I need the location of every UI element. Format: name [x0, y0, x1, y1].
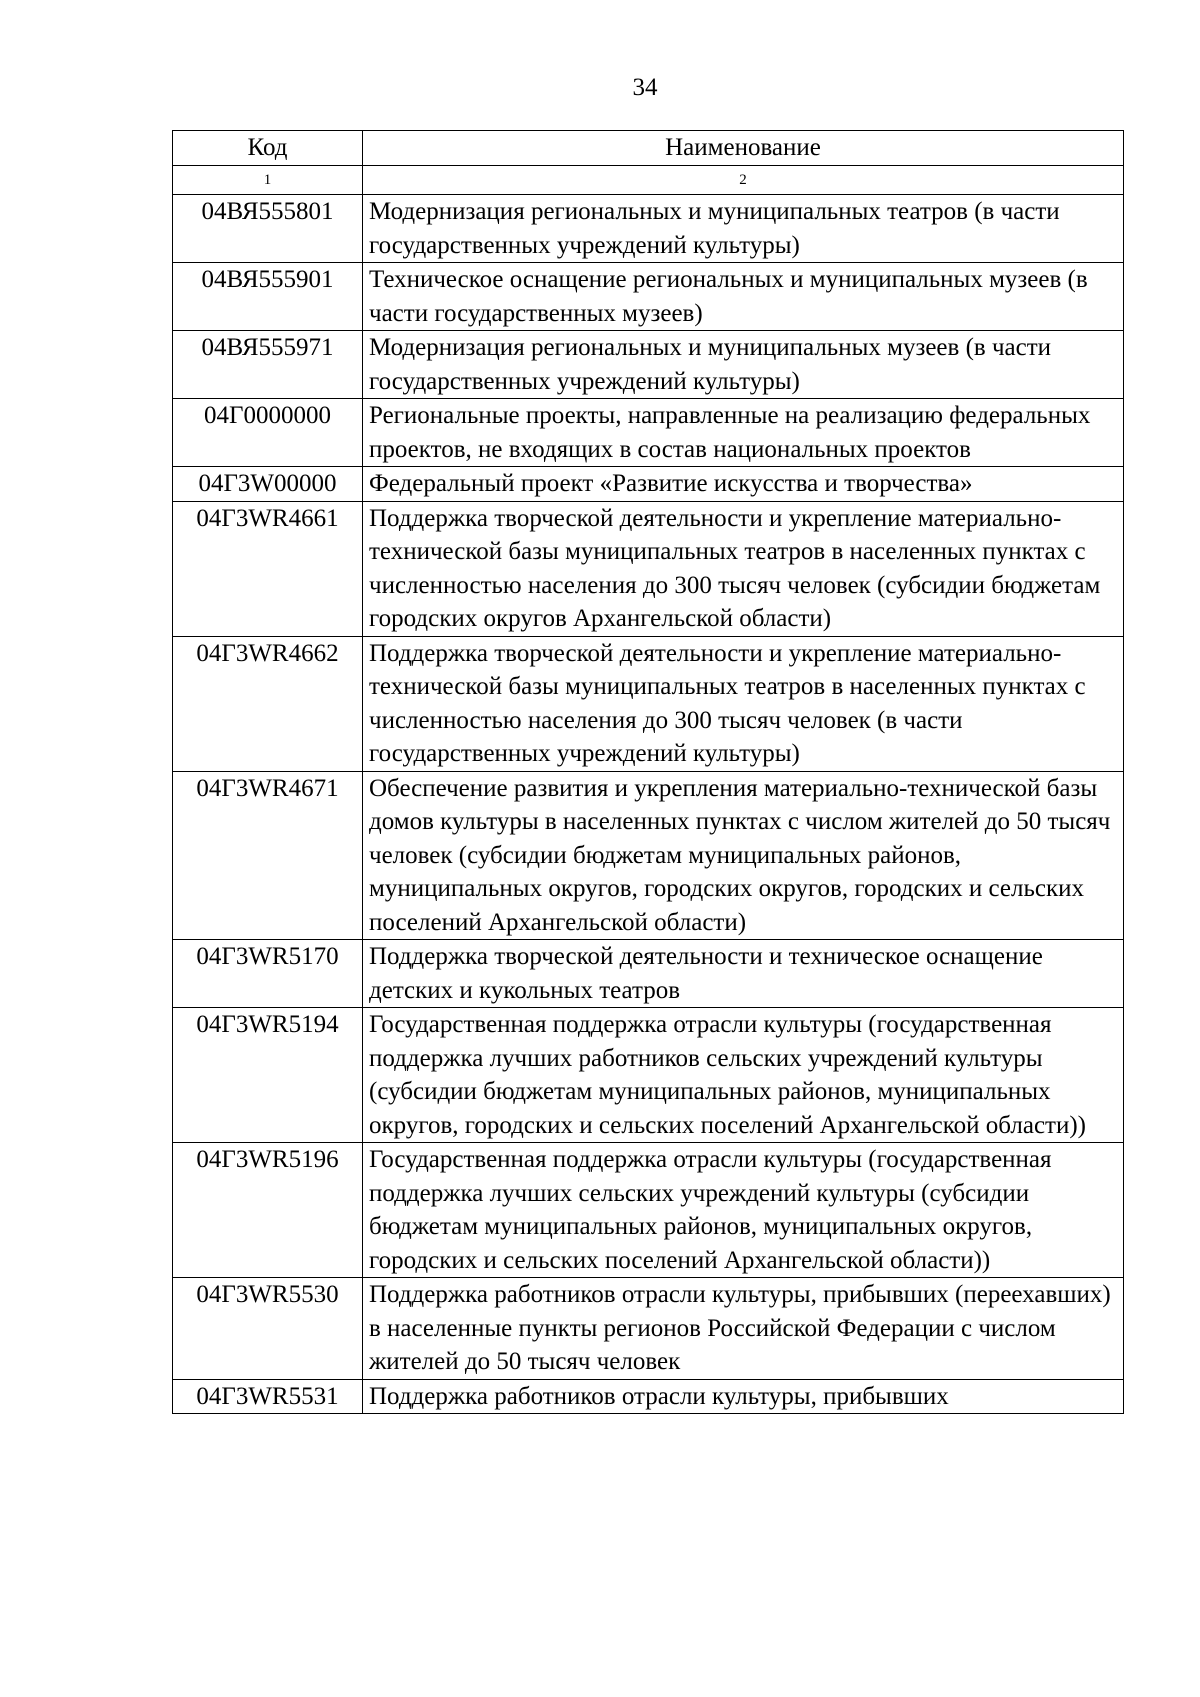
column-header-code: Код: [173, 131, 363, 166]
table-row: [173, 467, 1124, 502]
row-name: Поддержка работников отрасли культуры, прибывших (переехавших) в населенные пункты регионов Российской Федерации с числом жителей до 50 тысяч человек: [363, 1278, 1124, 1380]
column-header-name: Наименование: [363, 131, 1124, 166]
table-row: [173, 263, 1124, 331]
row-code: 04Г3W00000: [173, 467, 363, 502]
row-name: Поддержка творческой деятельности и укрепление материально-технической базы муниципальных театров в населенных пунктах с численностью населения до 300 тысяч человек (субсидии бюджетам городских округов Архангельской области): [363, 501, 1124, 636]
row-code: 04Г0000000: [173, 399, 363, 467]
row-name: Государственная поддержка отрасли культуры (государственная поддержка лучших работников сельских учреждений культуры (субсидии бюджетам муниципальных районов, муниципальных округов, городских и сельских поселений Архангельской области)): [363, 1008, 1124, 1143]
table-row: [173, 636, 1124, 771]
table-row: [173, 1008, 1124, 1143]
row-code: 04Г3WR5531: [173, 1379, 363, 1414]
row-code: 04Г3WR5194: [173, 1008, 363, 1143]
row-code: 04ВЯ555971: [173, 331, 363, 399]
row-code: 04ВЯ555901: [173, 263, 363, 331]
table-row: [173, 1143, 1124, 1278]
table-row: [173, 1278, 1124, 1380]
row-name: Техническое оснащение региональных и муниципальных музеев (в части государственных музеев): [363, 263, 1124, 331]
row-code: 04Г3WR5530: [173, 1278, 363, 1380]
row-name: Модернизация региональных и муниципальных театров (в части государственных учреждений культуры): [363, 195, 1124, 263]
row-code: 04Г3WR5196: [173, 1143, 363, 1278]
row-code: 04Г3WR4671: [173, 771, 363, 940]
row-name: Обеспечение развития и укрепления материально-технической базы домов культуры в населенных пунктах с числом жителей до 50 тысяч человек (субсидии бюджетам муниципальных районов, муниципальных округов, городских округов, городских и сельских поселений Архангельской области): [363, 771, 1124, 940]
table-row: [173, 501, 1124, 636]
row-name: Региональные проекты, направленные на реализацию федеральных проектов, не входящих в состав национальных проектов: [363, 399, 1124, 467]
page-number: 34: [632, 74, 658, 101]
table-row: [173, 399, 1124, 467]
row-name: Государственная поддержка отрасли культуры (государственная поддержка лучших сельских учреждений культуры (субсидии бюджетам муниципальных районов, муниципальных округов, городских и сельских поселений Архангельской области)): [363, 1143, 1124, 1278]
row-code: 04ВЯ555801: [173, 195, 363, 263]
table-row: [173, 331, 1124, 399]
table-header-row: [173, 131, 1124, 166]
row-code: 04Г3WR4662: [173, 636, 363, 771]
table-row: [173, 771, 1124, 940]
row-code: 04Г3WR4661: [173, 501, 363, 636]
classification-table: [172, 130, 1124, 1414]
row-name: Поддержка творческой деятельности и укрепление материально-технической базы муниципальных театров в населенных пунктах с численностью населения до 300 тысяч человек (в части государственных учреждений культуры): [363, 636, 1124, 771]
table-row: [173, 1379, 1124, 1414]
row-name: Модернизация региональных и муниципальных музеев (в части государственных учреждений культуры): [363, 331, 1124, 399]
row-name: Федеральный проект «Развитие искусства и творчества»: [363, 467, 1124, 502]
column-number-code: 1: [173, 166, 363, 195]
table-row: [173, 940, 1124, 1008]
row-name: Поддержка творческой деятельности и техническое оснащение детских и кукольных театров: [363, 940, 1124, 1008]
table-row: [173, 195, 1124, 263]
column-number-row: [173, 166, 1124, 195]
column-number-name: 2: [363, 166, 1124, 195]
row-name: Поддержка работников отрасли культуры, прибывших: [363, 1379, 1124, 1414]
row-code: 04Г3WR5170: [173, 940, 363, 1008]
